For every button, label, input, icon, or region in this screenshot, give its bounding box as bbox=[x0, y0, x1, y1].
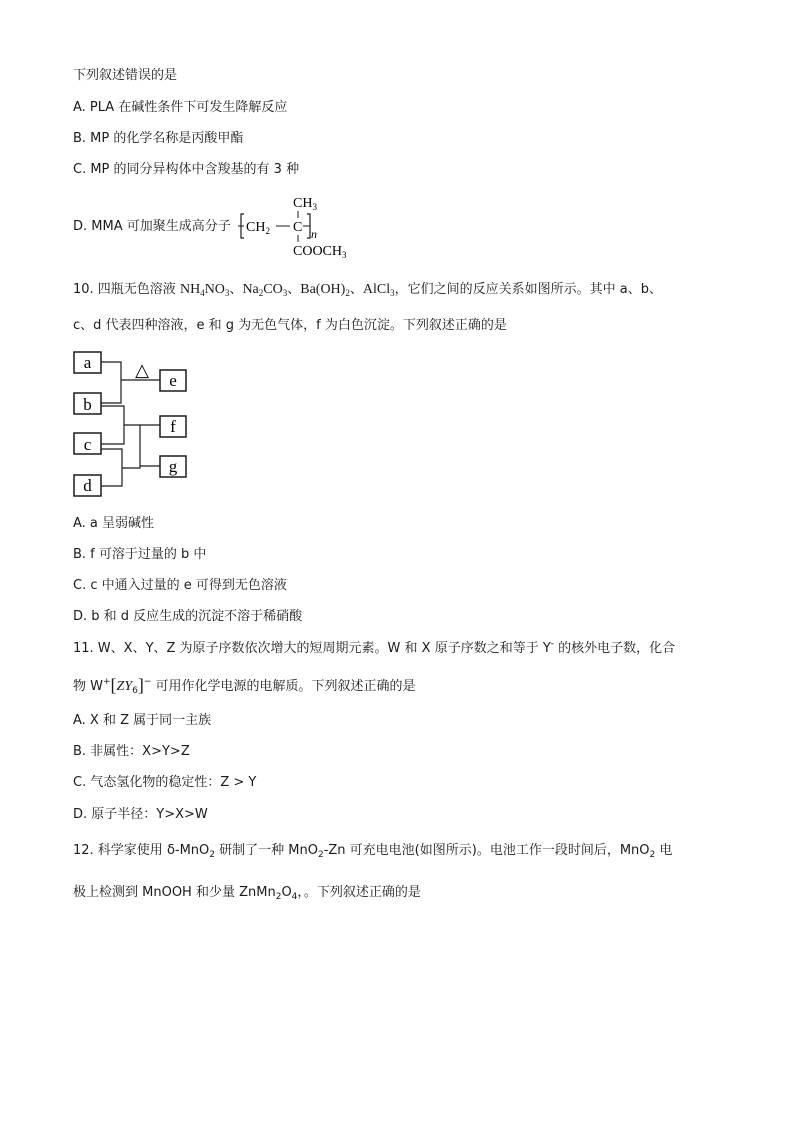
polymer-structure-formula bbox=[238, 190, 368, 262]
formula-ch2: $CH_2$ bbox=[246, 220, 270, 236]
formula-n: n bbox=[311, 227, 317, 241]
q10-option-d: D. b 和 d 反应生成的沉淀不溶于稀硝酸 bbox=[73, 609, 303, 624]
q10-stem-line1: 10. 四瓶无色溶液 $NH_4NO_3$、$Na_2CO_3$、$Ba(OH)_2$、AlCl$_3$，它们之间的反应关系如图所示。其中 a、b、 bbox=[73, 282, 662, 298]
q10-option-c: C. c 中通入过量的 e 可得到无色溶液 bbox=[73, 578, 287, 593]
label-g: g bbox=[168, 457, 178, 476]
q9-option-c: C. MP 的同分异构体中含羧基的有 3 种 bbox=[73, 162, 300, 177]
q9-stem: 下列叙述错误的是 bbox=[73, 68, 178, 83]
connector-cd-to-f bbox=[122, 425, 140, 468]
q10-option-a: A. a 呈弱碱性 bbox=[73, 516, 155, 531]
q11-option-b: B. 非属性：X>Y>Z bbox=[73, 744, 190, 759]
q10-option-b: B. f 可溶于过量的 b 中 bbox=[73, 547, 207, 562]
label-b: b bbox=[83, 395, 92, 414]
connector-cd bbox=[101, 449, 122, 486]
reaction-diagram bbox=[72, 350, 192, 500]
q11-option-a: A. X 和 Z 属于同一主族 bbox=[73, 713, 212, 728]
q11-stem-line2: 物 $W^+[ZY_6]^-$ 可用作化学电源的电解质。下列叙述正确的是 bbox=[73, 675, 416, 696]
q9-option-d: D. MMA 可加聚生成高分子 bbox=[73, 219, 231, 234]
formula-bottom-cooch3: $COOCH_3$ bbox=[293, 244, 347, 260]
label-e: e bbox=[169, 371, 177, 390]
heat-symbol: △ bbox=[135, 360, 149, 380]
label-a: a bbox=[83, 353, 92, 372]
formula-c: C bbox=[293, 220, 303, 235]
q9-option-b: B. MP 的化学名称是丙酸甲酯 bbox=[73, 131, 244, 146]
formula-top-ch3: $CH_3$ bbox=[293, 196, 317, 212]
q11-option-c: C. 气态氢化物的稳定性：Z > Y bbox=[73, 775, 257, 790]
connector-ab bbox=[101, 362, 121, 403]
q12-stem-line1: 12. 科学家使用 δ-MnO$_2$ 研制了一种 MnO$_2$-Zn 可充电电池(如图所示)。电池工作一段时间后，MnO$_2$ 电 bbox=[73, 843, 673, 860]
q11-option-d: D. 原子半径：Y>X>W bbox=[73, 807, 208, 822]
label-f: f bbox=[170, 417, 176, 436]
q12-stem-line2: 极上检测到 MnOOH 和少量 $ZnMn_2O_4$，。下列叙述正确的是 bbox=[73, 885, 421, 902]
label-d: d bbox=[83, 476, 92, 495]
connector-bc bbox=[101, 406, 124, 444]
q11-stem-line1: 11. W、X、Y、Z 为原子序数依次增大的短周期元素。W 和 X 原子序数之和等于 Y- 的核外电子数，化合 bbox=[73, 639, 676, 656]
q9-option-a: A. PLA 在碱性条件下可发生降解反应 bbox=[73, 100, 288, 115]
label-c: c bbox=[83, 435, 92, 454]
q10-stem-line2: c、d 代表四种溶液，e 和 g 为无色气体，f 为白色沉淀。下列叙述正确的是 bbox=[73, 318, 507, 333]
